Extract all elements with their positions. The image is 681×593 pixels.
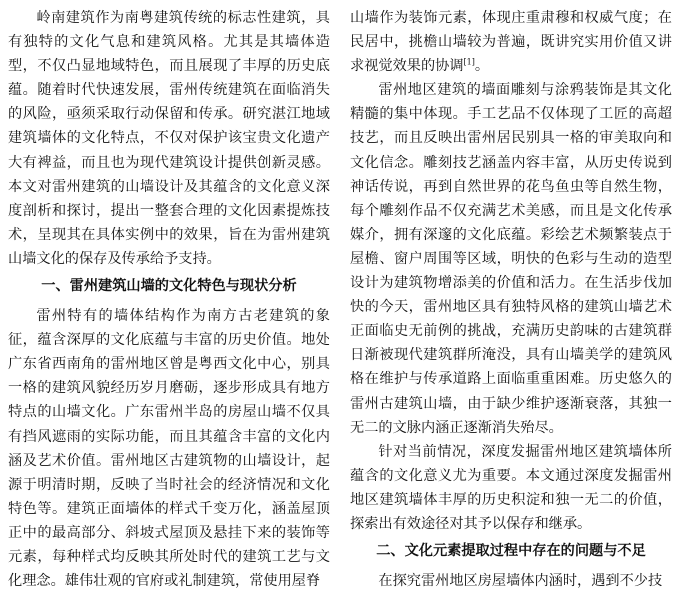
right-column	[350, 6, 672, 593]
section-1-paragraph-1: 雷州特有的墙体结构作为南方古老建筑的象征，蕴含深厚的文化底蕴与丰富的历史价值。地处广东省西南角的雷州地区曾是粤西文化中心，别具一格的建筑风貌经历岁月磨砺，逐步形成具有地方特点的山墙文化。广东雷州半岛的房屋山墙不仅具有挡风遮雨的实际功能，而且其蕴含丰富的文化内涵及艺术价值。雷州地区古建筑物的山墙设计，起源于明清时期，反映了当时社会的经济情况和文化特色等。建筑正面墙体的样式千变万化，涵盖屋顶正中的最高部分、斜坡式屋顶及悬挂下来的装饰等元素，每种样式均反映其所处时代的建筑工艺与文化理念。雄伟壮观的官府或礼制建筑，常使用屋脊	[8, 308, 330, 590]
section-heading-1: 一、雷州建筑山墙的文化特色与现状分析	[41, 278, 297, 295]
section-1-paragraph-3: 针对当前情况，深度发掘雷州地区建筑墙体所蕴含的文化意义尤为重要。本文通过深度发掘雷州地区建筑墙体丰厚的历史积淀和独一无二的价值，探索出有效途径对其予以保存和继承。	[350, 443, 672, 532]
paragraph-continued-text: 山墙作为装饰元素，体现庄重肃穆和权威气度；在民居中，挑檐山墙较为普遍，既讲究实用价值又讲求视觉效果的协调	[350, 10, 672, 75]
left-column	[8, 6, 330, 593]
section-2-paragraph-1: 在探究雷州地区房屋墙体内涵时，遇到不少技	[378, 573, 663, 590]
intro-paragraph: 岭南建筑作为南粤建筑传统的标志性建筑，具有独特的文化气息和建筑风格。尤其是其墙体造型，不仅凸显地域特色，而且展现了丰厚的历史底蕴。随着时代快速发展，雷州传统建筑在面临消失的风险，亟须采取行动保留和传承。研究湛江地域建筑墙体的文化特点，不仅对保护该宝贵文化遗产大有裨益，而且也为现代建筑设计提供创新灵感。本文对雷州建筑的山墙设计及其蕴含的文化意义深度剖析和探讨，提出一整套合理的文化因素提炼技术，呈现其在具体实例中的效果，旨在为雷州建筑山墙文化的保存及传承给予支持。	[8, 10, 330, 267]
section-1-paragraph-2: 雷州地区建筑的墙面雕刻与涂鸦装饰是其文化精髓的集中体现。手工艺品不仅体现了工匠的高超技艺，而且反映出雷州居民别具一格的审美取向和文化信念。雕刻技艺涵盖内容丰富，从历史传说到神话传说，再到自然世界的花鸟鱼虫等自然生物，每个雕刻作品不仅充满艺术美感，而且是文化传承媒介，拥有深邃的文化底蕴。彩绘艺术频繁装点于屋檐、窗户周围等区域，明快的色彩与生动的造型设计为建筑物增添美的价值和活力。在生活步伐加快的今天，雷州地区具有独特风格的建筑山墙艺术正面临史无前例的挑战，充满历史韵味的古建筑群日渐被现代建筑群所淹没，具有山墙美学的建筑风格在维护与传承道路上面临重重困难。历史悠久的雷州古建筑山墙，由于缺少维护逐渐衰落，其独一无二的文脉内涵正逐渐消失殆尽。	[350, 82, 672, 436]
section-1-paragraph-1-continued	[350, 6, 672, 78]
citation-marker: [1]	[463, 57, 475, 67]
section-heading-2: 二、文化元素提取过程中存在的问题与不足	[376, 543, 646, 560]
paragraph-end-punctuation: 。	[474, 58, 490, 75]
